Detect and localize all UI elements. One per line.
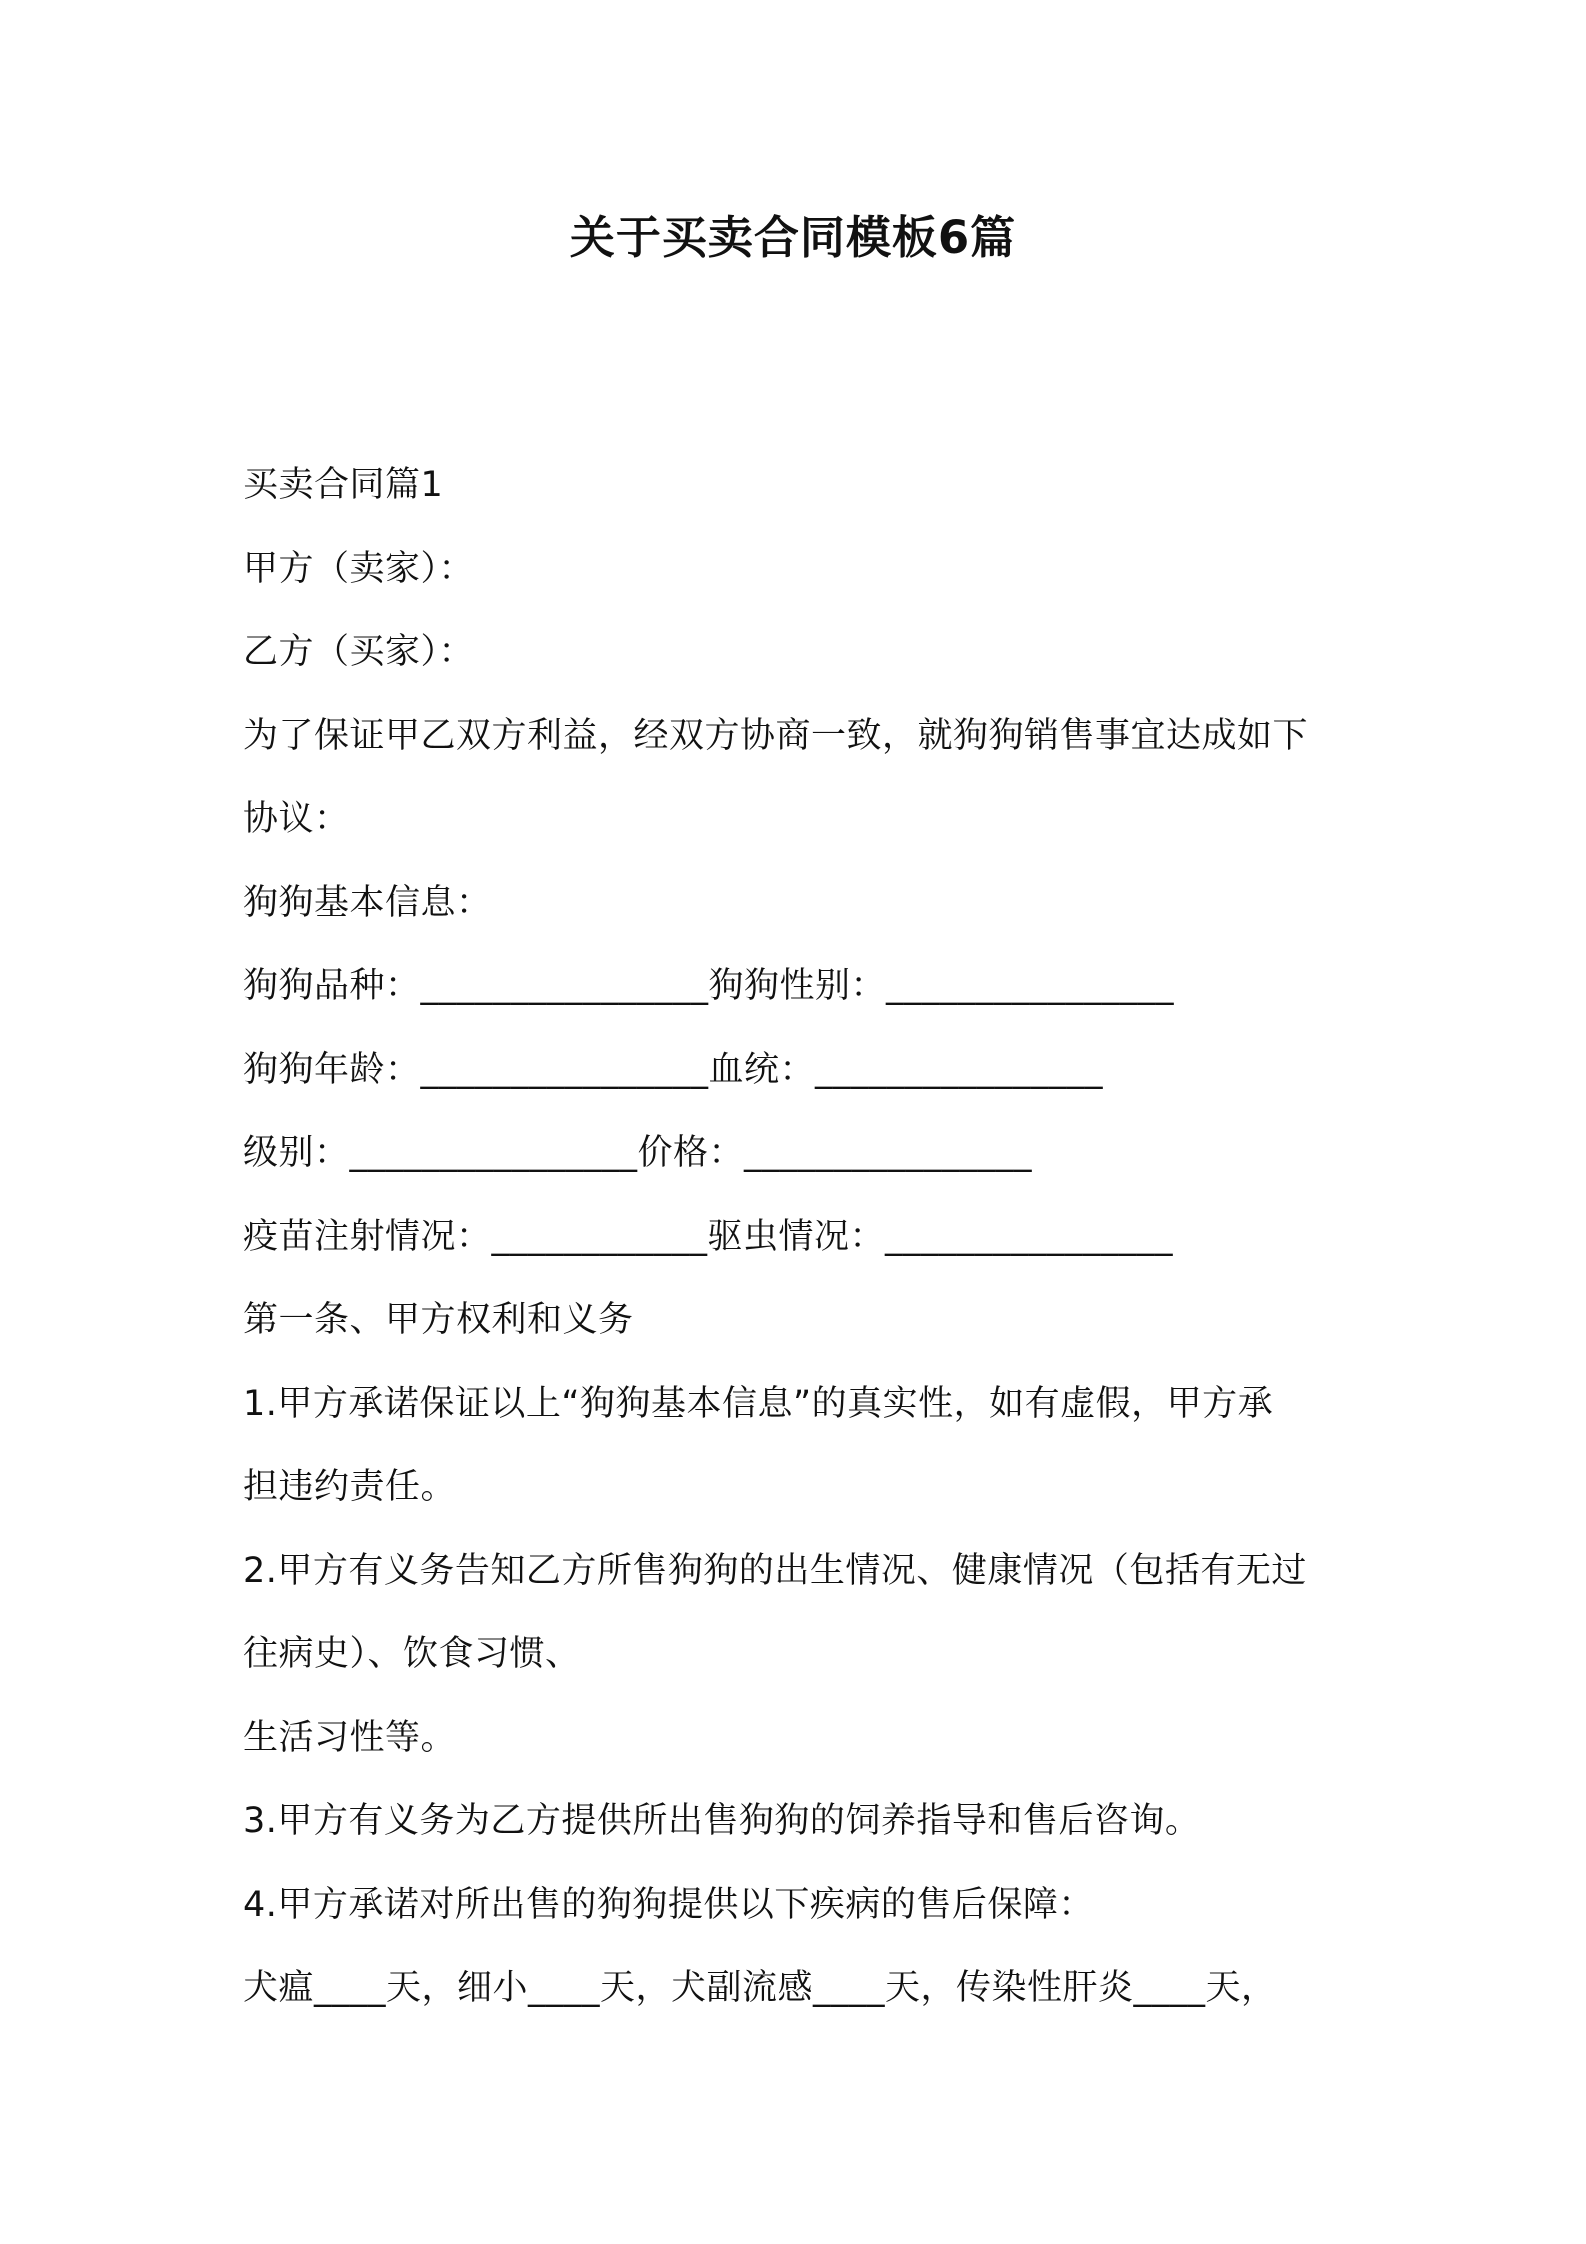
clause-line: 1.甲方承诺保证以上“狗狗基本信息”的真实性，如有虚假，甲方承	[243, 1383, 1274, 1424]
paragraph-line: 协议：	[243, 799, 350, 839]
form-field-line: 狗狗年龄：________________血统：________________	[243, 1049, 1104, 1090]
clause-line: 犬瘟____天，细小____天，犬副流感____天，传染性肝炎____天，	[243, 1968, 1277, 2008]
document-body	[243, 444, 1363, 2031]
form-field-line: 狗狗品种：________________狗狗性别：________________	[243, 966, 1175, 1006]
party-a-line: 甲方（卖家）：	[243, 548, 475, 589]
party-b-line: 乙方（买家）：	[243, 632, 475, 672]
clause-line: 3.甲方有义务为乙方提供所出售狗狗的饲养指导和售后咨询。	[243, 1801, 1201, 1841]
article-heading: 第一条、甲方权利和义务	[243, 1300, 634, 1340]
subheading: 狗狗基本信息：	[243, 882, 492, 923]
clause-line: 生活习性等。	[243, 1717, 457, 1758]
clause-line: 4.甲方承诺对所出售的狗狗提供以下疾病的售后保障：	[243, 1884, 1094, 1925]
form-field-line: 疫苗注射情况：____________驱虫情况：________________	[243, 1216, 1174, 1257]
section-heading: 买卖合同篇1	[243, 465, 444, 505]
document-title: 关于买卖合同模板6篇	[569, 211, 1017, 264]
clause-line: 往病史）、饮食习惯、	[243, 1634, 581, 1674]
paragraph-line: 为了保证甲乙双方利益，经双方协商一致，就狗狗销售事宜达成如下	[243, 715, 1309, 756]
form-field-line: 级别：________________价格：________________	[243, 1133, 1033, 1173]
clause-line: 2.甲方有义务告知乙方所售狗狗的出生情况、健康情况（包括有无过	[243, 1550, 1307, 1591]
clause-line: 担违约责任。	[243, 1467, 457, 1507]
